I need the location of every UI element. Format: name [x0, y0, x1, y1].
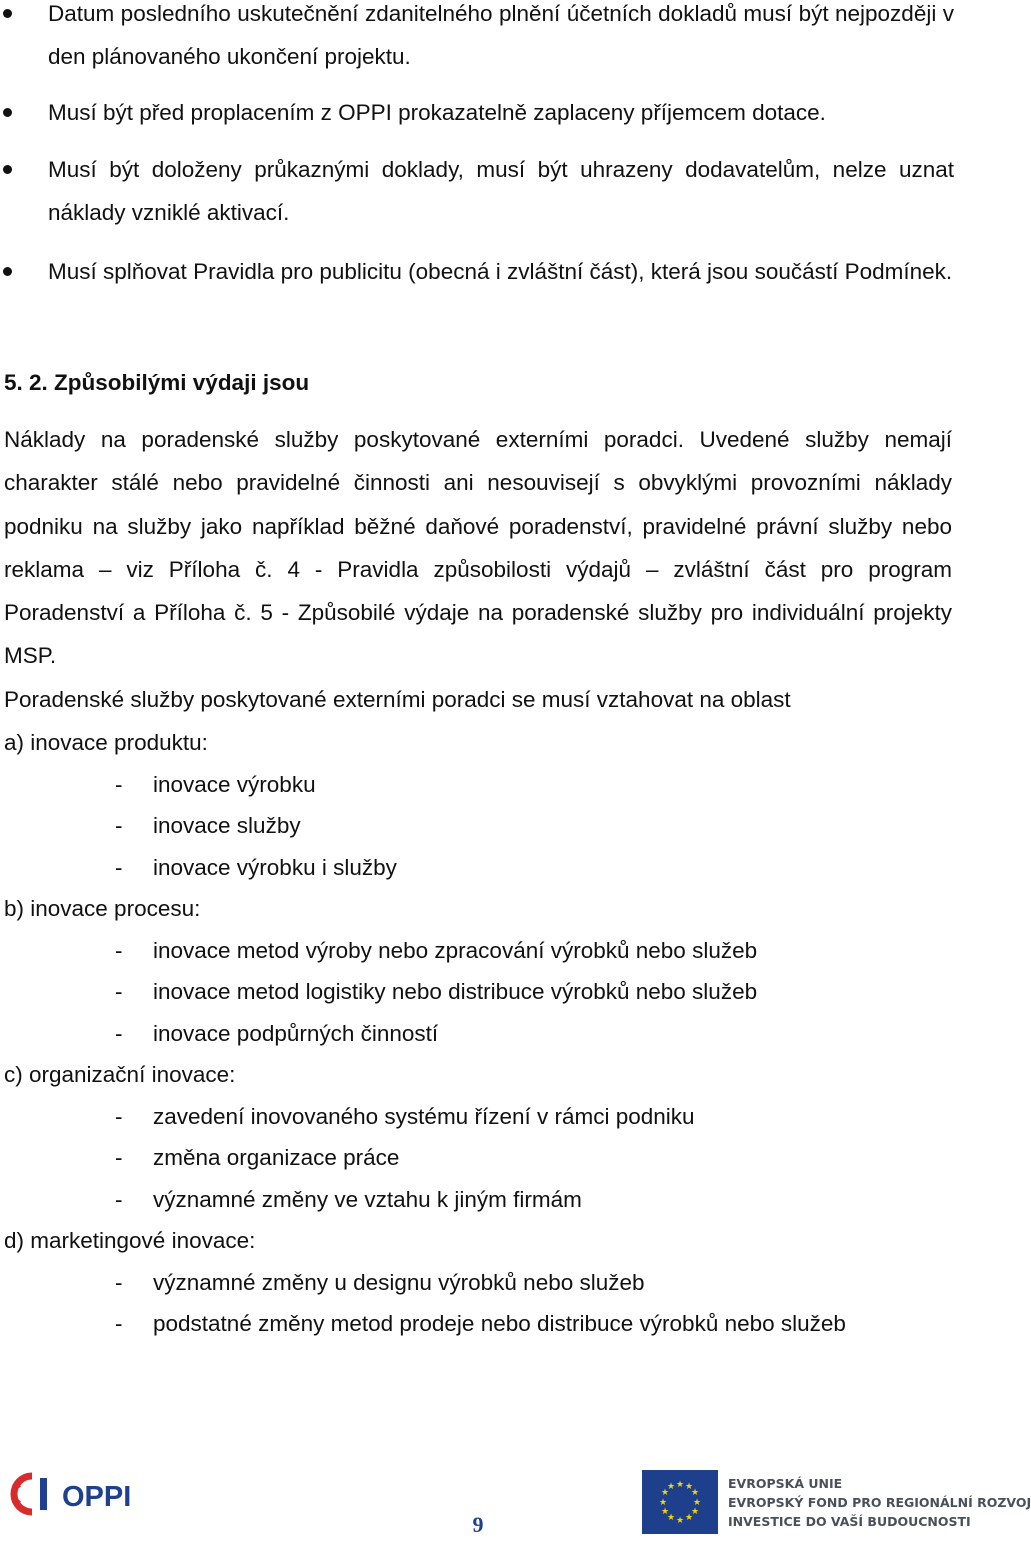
bullet-text: Datum posledního uskutečnění zdanitelného plnění účetních dokladů musí být nejpozději v den plánovaného ukončení projektu.: [48, 1, 954, 69]
oppi-logo-text: OPPI: [62, 1481, 132, 1513]
list-item: [115, 770, 316, 800]
dash-marker: -: [115, 1021, 123, 1046]
svg-text:★: ★: [660, 1507, 670, 1517]
list-item: [115, 1185, 582, 1215]
svg-text:★: ★: [675, 1480, 685, 1490]
eu-caption: [728, 1474, 1031, 1531]
dash-marker: -: [115, 1104, 123, 1129]
bullet-dot-icon: [3, 267, 12, 276]
bullet-dot-icon: [3, 165, 12, 174]
svg-text:★: ★: [692, 1498, 702, 1508]
bullet-item: [48, 91, 954, 134]
list-item-text: inovace výrobku: [153, 772, 316, 797]
dash-marker: -: [115, 855, 123, 880]
eu-caption-line: EVROPSKÝ FOND PRO REGIONÁLNÍ ROZVOJ: [728, 1495, 1031, 1510]
list-item-text: inovace služby: [153, 813, 301, 838]
dash-marker: -: [115, 772, 123, 797]
bullet-text: Musí být před proplacením z OPPI prokazatelně zaplaceny příjemcem dotace.: [48, 100, 826, 125]
list-item-text: zavedení inovovaného systému řízení v rámci podniku: [153, 1104, 695, 1129]
list-item-text: významné změny ve vztahu k jiným firmám: [153, 1187, 582, 1212]
svg-text:★: ★: [684, 1482, 694, 1492]
list-item-text: inovace podpůrných činností: [153, 1021, 439, 1046]
list-item: [115, 1102, 695, 1132]
svg-text:★: ★: [666, 1482, 676, 1492]
section-intro: Poradenské služby poskytované externími poradci se musí vztahovat na oblast: [4, 687, 791, 712]
dash-marker: -: [115, 938, 123, 963]
page-footer: [0, 1460, 1031, 1542]
svg-text:★: ★: [666, 1513, 676, 1523]
list-item-text: inovace metod výroby nebo zpracování výrobků nebo služeb: [153, 938, 758, 963]
dash-marker: -: [115, 1270, 123, 1295]
bullet-text: Musí být doloženy průkaznými doklady, musí být uhrazeny dodavatelům, nelze uznat náklady vzniklé aktivací.: [48, 157, 954, 225]
list-item: [115, 1309, 846, 1339]
list-item-text: podstatné změny metod prodeje nebo distribuce výrobků nebo služeb: [153, 1311, 846, 1336]
svg-text:★: ★: [690, 1507, 700, 1517]
dash-marker: -: [115, 813, 123, 838]
group-title: d) marketingové inovace:: [4, 1228, 256, 1253]
list-item: [115, 853, 397, 883]
eu-caption-line: INVESTICE DO VAŠÍ BUDOUCNOSTI: [728, 1514, 971, 1529]
dash-marker: -: [115, 1187, 123, 1212]
oppi-logo-bar: [40, 1478, 47, 1510]
page-number: 9: [472, 1512, 484, 1537]
list-item: [115, 1019, 438, 1049]
svg-text:★: ★: [660, 1488, 670, 1498]
svg-text:★: ★: [675, 1516, 685, 1526]
bullet-dot-icon: [3, 9, 12, 18]
oppi-logo: [10, 1472, 170, 1516]
svg-text:★: ★: [684, 1513, 694, 1523]
eu-caption-line: EVROPSKÁ UNIE: [728, 1476, 843, 1491]
list-item-text: změna organizace práce: [153, 1145, 400, 1170]
svg-text:★: ★: [658, 1498, 668, 1508]
list-item-text: inovace metod logistiky nebo distribuce výrobků nebo služeb: [153, 979, 758, 1004]
oppi-logo-arc: [14, 1476, 32, 1512]
section-heading: 5. 2. Způsobilými výdaji jsou: [4, 370, 310, 395]
bullet-dot-icon: [3, 108, 12, 117]
group-title: b) inovace procesu:: [4, 896, 201, 921]
group-title: a) inovace produktu:: [4, 730, 208, 755]
list-item: [115, 1143, 399, 1173]
list-item: [115, 811, 301, 841]
bullet-text: Musí splňovat Pravidla pro publicitu (obecná i zvláštní část), která jsou součástí Podmínek.: [48, 259, 953, 284]
list-item: [115, 936, 757, 966]
list-item: [115, 977, 757, 1007]
eu-flag-icon: [642, 1470, 718, 1534]
bullet-item: [48, 250, 954, 293]
bullet-item: [48, 0, 954, 78]
dash-marker: -: [115, 1311, 123, 1336]
list-item-text: významné změny u designu výrobků nebo služeb: [153, 1270, 645, 1295]
group-title: c) organizační inovace:: [4, 1062, 236, 1087]
bullet-item: [48, 148, 954, 234]
section-paragraph: Náklady na poradenské služby poskytované externími poradci. Uvedené služby nemají charakter stálé nebo pravidelné činnosti ani nesouvisejí s obvyklými provozními náklady podniku na služby jako například běžné daňové poradenství, pravidelné právní služby nebo reklama – viz Příloha č. 4 - Pravidla způsobilosti výdajů – zvláštní část pro program Poradenství a Příloha č. 5 - Způsobilé výdaje na poradenské služby pro individuální projekty MSP.: [4, 427, 952, 669]
dash-marker: -: [115, 979, 123, 1004]
svg-text:★: ★: [690, 1488, 700, 1498]
list-item-text: inovace výrobku i služby: [153, 855, 397, 880]
dash-marker: -: [115, 1145, 123, 1170]
list-item: [115, 1268, 645, 1298]
eu-stars-icon: [642, 1470, 718, 1534]
